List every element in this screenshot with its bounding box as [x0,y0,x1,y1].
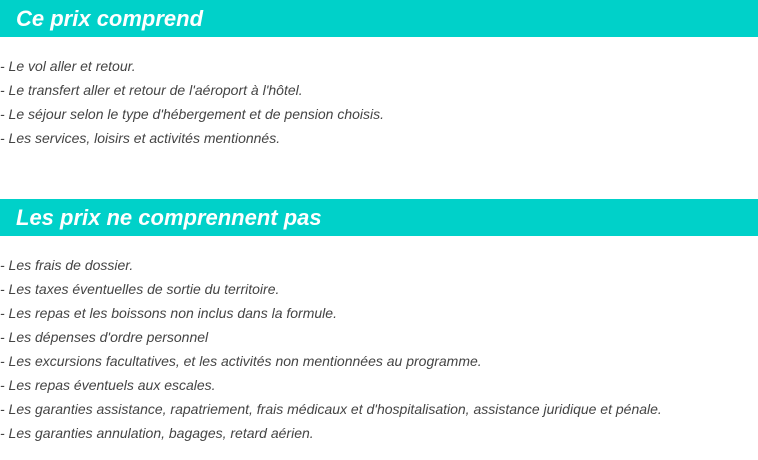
list-item: - Le transfert aller et retour de l'aéroport à l'hôtel. [0,82,303,98]
list-item: - Les repas éventuels aux escales. [0,377,216,393]
excluded-list [0,253,662,445]
list-item: - Le vol aller et retour. [0,58,136,74]
included-section-title: Ce prix comprend [0,0,758,37]
list-item: - Les repas et les boissons non inclus dans la formule. [0,305,337,321]
list-item: - Les garanties annulation, bagages, retard aérien. [0,425,314,441]
list-item: - Les frais de dossier. [0,257,134,273]
list-item: - Le séjour selon le type d'hébergement et de pension choisis. [0,106,385,122]
list-item: - Les garanties assistance, rapatriement, frais médicaux et d'hospitalisation, assistance juridique et pénale. [0,401,662,417]
list-item: - Les services, loisirs et activités mentionnés. [0,130,281,146]
list-item: - Les dépenses d'ordre personnel [0,329,209,345]
included-list [0,54,384,150]
excluded-section-title: Les prix ne comprennent pas [0,199,758,236]
list-item: - Les excursions facultatives, et les activités non mentionnées au programme. [0,353,482,369]
list-item: - Les taxes éventuelles de sortie du territoire. [0,281,280,297]
